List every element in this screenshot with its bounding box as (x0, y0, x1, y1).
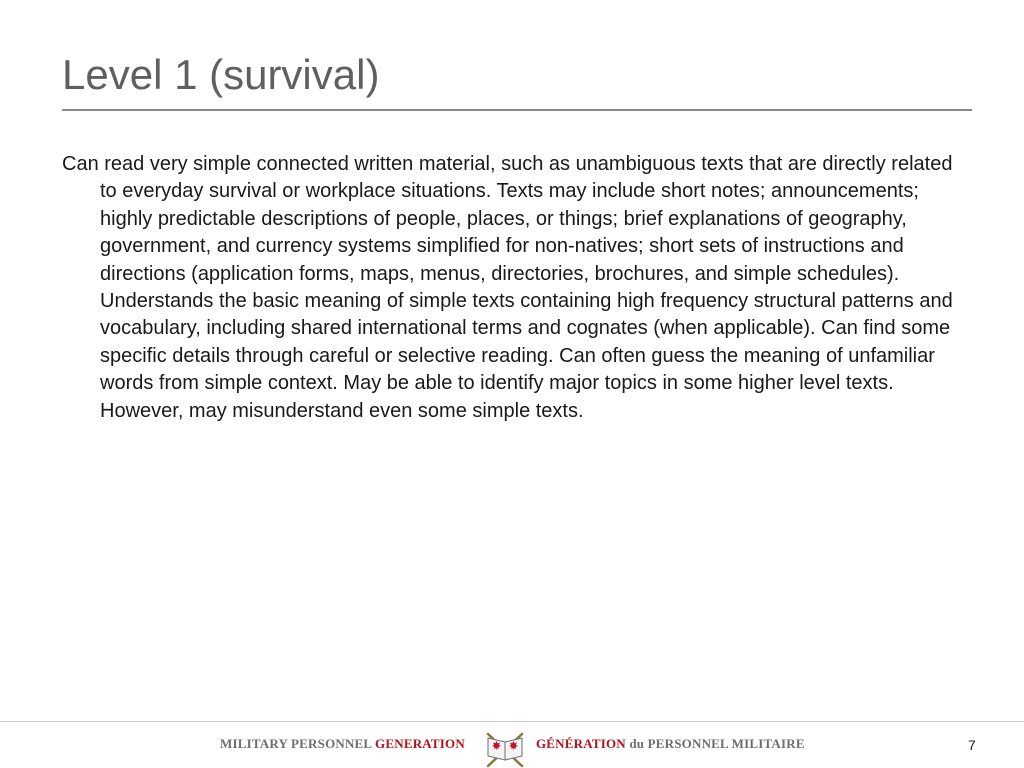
title-divider (62, 109, 972, 111)
brand-english (220, 736, 465, 752)
maple-leaf-book-emblem-icon (482, 726, 528, 768)
footer-branding (220, 726, 820, 766)
brand-french-part1: GÉNÉRATION (536, 736, 626, 751)
brand-french (536, 736, 805, 752)
page-number: 7 (968, 737, 976, 753)
brand-english-part2: GENERATION (375, 736, 465, 751)
footer-divider (0, 721, 1024, 722)
body-paragraph: Can read very simple connected written material, such as unambiguous texts that are directly related to everyday survival or workplace situations. Texts may include short notes; announcements; highly predictable descriptions of people, places, or things; brief explanations of geography, government, and currency systems simplified for non-natives; short sets of instructions and directions (application forms, maps, menus, directories, brochures, and simple schedules). Understands the basic meaning of simple texts containing high frequency structural patterns and vocabulary, including shared international terms and cognates (when applicable). Can find some specific details through careful or selective reading. Can often guess the meaning of unfamiliar words from simple context. May be able to identify major topics in some higher level texts. However, may misunderstand even some simple texts. (62, 153, 953, 422)
brand-english-part1: MILITARY PERSONNEL (220, 736, 376, 751)
brand-french-part2: du PERSONNEL MILITAIRE (625, 736, 805, 751)
slide-title: Level 1 (survival) (62, 51, 380, 98)
